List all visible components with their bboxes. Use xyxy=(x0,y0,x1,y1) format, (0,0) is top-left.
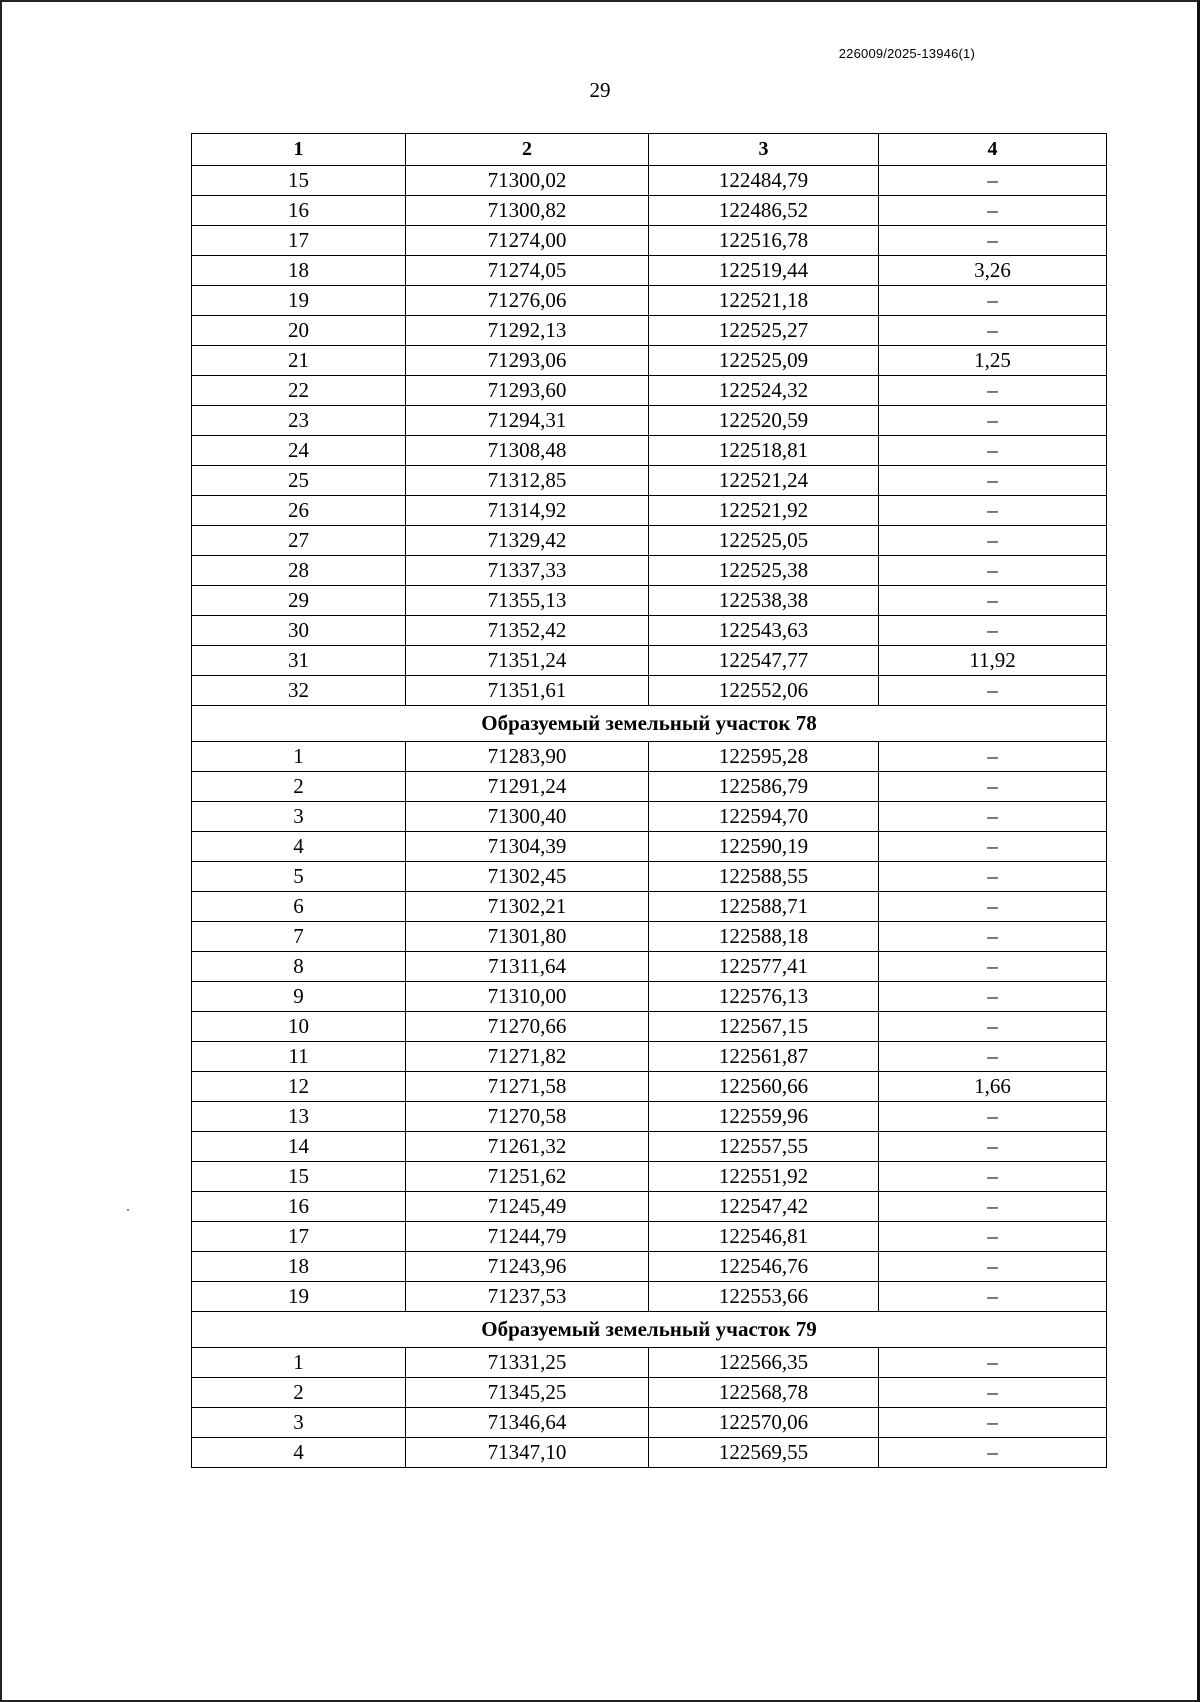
y-coordinate-cell: 122553,66 xyxy=(649,1282,879,1312)
distance-cell: – xyxy=(879,1162,1107,1192)
distance-cell: – xyxy=(879,1378,1107,1408)
table-row xyxy=(192,436,1107,466)
x-coordinate-cell: 71270,58 xyxy=(406,1102,649,1132)
y-coordinate-cell: 122547,77 xyxy=(649,646,879,676)
distance-cell: – xyxy=(879,1282,1107,1312)
point-number-cell: 4 xyxy=(192,1438,406,1468)
y-coordinate-cell: 122521,18 xyxy=(649,286,879,316)
x-coordinate-cell: 71237,53 xyxy=(406,1282,649,1312)
x-coordinate-cell: 71331,25 xyxy=(406,1348,649,1378)
distance-cell: – xyxy=(879,1042,1107,1072)
point-number-cell: 2 xyxy=(192,1378,406,1408)
distance-cell: – xyxy=(879,586,1107,616)
table-row xyxy=(192,166,1107,196)
y-coordinate-cell: 122594,70 xyxy=(649,802,879,832)
table-row xyxy=(192,376,1107,406)
table-row xyxy=(192,676,1107,706)
table-row xyxy=(192,466,1107,496)
x-coordinate-cell: 71308,48 xyxy=(406,436,649,466)
table-row xyxy=(192,982,1107,1012)
y-coordinate-cell: 122561,87 xyxy=(649,1042,879,1072)
point-number-cell: 16 xyxy=(192,196,406,226)
point-number-cell: 9 xyxy=(192,982,406,1012)
y-coordinate-cell: 122588,71 xyxy=(649,892,879,922)
x-coordinate-cell: 71251,62 xyxy=(406,1162,649,1192)
y-coordinate-cell: 122559,96 xyxy=(649,1102,879,1132)
x-coordinate-cell: 71271,58 xyxy=(406,1072,649,1102)
distance-cell: 11,92 xyxy=(879,646,1107,676)
column-header: 2 xyxy=(406,134,649,166)
x-coordinate-cell: 71274,05 xyxy=(406,256,649,286)
point-number-cell: 19 xyxy=(192,1282,406,1312)
x-coordinate-cell: 71245,49 xyxy=(406,1192,649,1222)
point-number-cell: 12 xyxy=(192,1072,406,1102)
distance-cell: 3,26 xyxy=(879,256,1107,286)
distance-cell: – xyxy=(879,496,1107,526)
x-coordinate-cell: 71270,66 xyxy=(406,1012,649,1042)
point-number-cell: 13 xyxy=(192,1102,406,1132)
point-number-cell: 29 xyxy=(192,586,406,616)
x-coordinate-cell: 71291,24 xyxy=(406,772,649,802)
point-number-cell: 32 xyxy=(192,676,406,706)
point-number-cell: 30 xyxy=(192,616,406,646)
distance-cell: – xyxy=(879,862,1107,892)
y-coordinate-cell: 122566,35 xyxy=(649,1348,879,1378)
table-row xyxy=(192,1222,1107,1252)
table-row xyxy=(192,742,1107,772)
point-number-cell: 1 xyxy=(192,742,406,772)
distance-cell: – xyxy=(879,1012,1107,1042)
distance-cell: – xyxy=(879,1102,1107,1132)
x-coordinate-cell: 71244,79 xyxy=(406,1222,649,1252)
distance-cell: – xyxy=(879,772,1107,802)
distance-cell: – xyxy=(879,676,1107,706)
x-coordinate-cell: 71346,64 xyxy=(406,1408,649,1438)
y-coordinate-cell: 122586,79 xyxy=(649,772,879,802)
table-row xyxy=(192,1042,1107,1072)
point-number-cell: 27 xyxy=(192,526,406,556)
x-coordinate-cell: 71243,96 xyxy=(406,1252,649,1282)
y-coordinate-cell: 122538,38 xyxy=(649,586,879,616)
distance-cell: – xyxy=(879,226,1107,256)
distance-cell: – xyxy=(879,196,1107,226)
x-coordinate-cell: 71311,64 xyxy=(406,952,649,982)
x-coordinate-cell: 71271,82 xyxy=(406,1042,649,1072)
y-coordinate-cell: 122516,78 xyxy=(649,226,879,256)
point-number-cell: 16 xyxy=(192,1192,406,1222)
table-row xyxy=(192,286,1107,316)
distance-cell: – xyxy=(879,1132,1107,1162)
distance-cell: – xyxy=(879,616,1107,646)
x-coordinate-cell: 71337,33 xyxy=(406,556,649,586)
scan-speck xyxy=(127,1209,129,1211)
y-coordinate-cell: 122557,55 xyxy=(649,1132,879,1162)
point-number-cell: 26 xyxy=(192,496,406,526)
table-row xyxy=(192,862,1107,892)
distance-cell: 1,25 xyxy=(879,346,1107,376)
point-number-cell: 24 xyxy=(192,436,406,466)
section-row xyxy=(192,706,1107,742)
point-number-cell: 2 xyxy=(192,772,406,802)
distance-cell: – xyxy=(879,1252,1107,1282)
x-coordinate-cell: 71293,60 xyxy=(406,376,649,406)
x-coordinate-cell: 71312,85 xyxy=(406,466,649,496)
distance-cell: – xyxy=(879,1438,1107,1468)
y-coordinate-cell: 122576,13 xyxy=(649,982,879,1012)
point-number-cell: 1 xyxy=(192,1348,406,1378)
point-number-cell: 22 xyxy=(192,376,406,406)
distance-cell: – xyxy=(879,802,1107,832)
point-number-cell: 15 xyxy=(192,166,406,196)
table-row xyxy=(192,922,1107,952)
distance-cell: – xyxy=(879,406,1107,436)
y-coordinate-cell: 122546,76 xyxy=(649,1252,879,1282)
distance-cell: – xyxy=(879,1408,1107,1438)
distance-cell: – xyxy=(879,982,1107,1012)
table-row xyxy=(192,1012,1107,1042)
point-number-cell: 17 xyxy=(192,226,406,256)
y-coordinate-cell: 122486,52 xyxy=(649,196,879,226)
x-coordinate-cell: 71276,06 xyxy=(406,286,649,316)
y-coordinate-cell: 122543,63 xyxy=(649,616,879,646)
table-row xyxy=(192,952,1107,982)
y-coordinate-cell: 122525,38 xyxy=(649,556,879,586)
x-coordinate-cell: 71294,31 xyxy=(406,406,649,436)
x-coordinate-cell: 71347,10 xyxy=(406,1438,649,1468)
distance-cell: – xyxy=(879,526,1107,556)
distance-cell: – xyxy=(879,466,1107,496)
distance-cell: – xyxy=(879,436,1107,466)
point-number-cell: 28 xyxy=(192,556,406,586)
y-coordinate-cell: 122590,19 xyxy=(649,832,879,862)
y-coordinate-cell: 122588,55 xyxy=(649,862,879,892)
table-row xyxy=(192,1072,1107,1102)
table-row xyxy=(192,802,1107,832)
distance-cell: – xyxy=(879,832,1107,862)
column-header: 4 xyxy=(879,134,1107,166)
table-row xyxy=(192,526,1107,556)
point-number-cell: 8 xyxy=(192,952,406,982)
page-number: 29 xyxy=(589,78,611,102)
point-number-cell: 25 xyxy=(192,466,406,496)
distance-cell: – xyxy=(879,1222,1107,1252)
y-coordinate-cell: 122524,32 xyxy=(649,376,879,406)
distance-cell: – xyxy=(879,1192,1107,1222)
point-number-cell: 18 xyxy=(192,1252,406,1282)
table-row xyxy=(192,1252,1107,1282)
point-number-cell: 5 xyxy=(192,862,406,892)
y-coordinate-cell: 122588,18 xyxy=(649,922,879,952)
x-coordinate-cell: 71274,00 xyxy=(406,226,649,256)
point-number-cell: 19 xyxy=(192,286,406,316)
y-coordinate-cell: 122570,06 xyxy=(649,1408,879,1438)
y-coordinate-cell: 122525,05 xyxy=(649,526,879,556)
x-coordinate-cell: 71304,39 xyxy=(406,832,649,862)
coordinates-table xyxy=(191,133,1107,1468)
point-number-cell: 23 xyxy=(192,406,406,436)
x-coordinate-cell: 71300,40 xyxy=(406,802,649,832)
table-row xyxy=(192,316,1107,346)
point-number-cell: 18 xyxy=(192,256,406,286)
table-row xyxy=(192,1282,1107,1312)
x-coordinate-cell: 71302,45 xyxy=(406,862,649,892)
distance-cell: – xyxy=(879,952,1107,982)
table-body xyxy=(192,166,1107,1468)
y-coordinate-cell: 122560,66 xyxy=(649,1072,879,1102)
point-number-cell: 31 xyxy=(192,646,406,676)
x-coordinate-cell: 71345,25 xyxy=(406,1378,649,1408)
x-coordinate-cell: 71352,42 xyxy=(406,616,649,646)
y-coordinate-cell: 122577,41 xyxy=(649,952,879,982)
y-coordinate-cell: 122567,15 xyxy=(649,1012,879,1042)
table-row xyxy=(192,1348,1107,1378)
x-coordinate-cell: 71310,00 xyxy=(406,982,649,1012)
point-number-cell: 21 xyxy=(192,346,406,376)
point-number-cell: 3 xyxy=(192,802,406,832)
y-coordinate-cell: 122552,06 xyxy=(649,676,879,706)
section-title: Образуемый земельный участок 78 xyxy=(192,706,1107,742)
section-title: Образуемый земельный участок 79 xyxy=(192,1312,1107,1348)
table-header-row xyxy=(192,134,1107,166)
y-coordinate-cell: 122518,81 xyxy=(649,436,879,466)
y-coordinate-cell: 122519,44 xyxy=(649,256,879,286)
point-number-cell: 10 xyxy=(192,1012,406,1042)
table-row xyxy=(192,616,1107,646)
table-row xyxy=(192,1102,1107,1132)
table-row xyxy=(192,1162,1107,1192)
point-number-cell: 3 xyxy=(192,1408,406,1438)
point-number-cell: 4 xyxy=(192,832,406,862)
point-number-cell: 14 xyxy=(192,1132,406,1162)
table-row xyxy=(192,1438,1107,1468)
x-coordinate-cell: 71351,24 xyxy=(406,646,649,676)
y-coordinate-cell: 122525,09 xyxy=(649,346,879,376)
distance-cell: – xyxy=(879,1348,1107,1378)
table-row xyxy=(192,556,1107,586)
y-coordinate-cell: 122525,27 xyxy=(649,316,879,346)
distance-cell: – xyxy=(879,376,1107,406)
table-row xyxy=(192,1192,1107,1222)
table-row xyxy=(192,496,1107,526)
x-coordinate-cell: 71351,61 xyxy=(406,676,649,706)
point-number-cell: 17 xyxy=(192,1222,406,1252)
x-coordinate-cell: 71355,13 xyxy=(406,586,649,616)
distance-cell: – xyxy=(879,922,1107,952)
y-coordinate-cell: 122521,92 xyxy=(649,496,879,526)
distance-cell: – xyxy=(879,286,1107,316)
y-coordinate-cell: 122521,24 xyxy=(649,466,879,496)
point-number-cell: 15 xyxy=(192,1162,406,1192)
distance-cell: – xyxy=(879,556,1107,586)
table-row xyxy=(192,196,1107,226)
distance-cell: – xyxy=(879,742,1107,772)
table-row xyxy=(192,832,1107,862)
point-number-cell: 11 xyxy=(192,1042,406,1072)
y-coordinate-cell: 122568,78 xyxy=(649,1378,879,1408)
table-row xyxy=(192,1408,1107,1438)
y-coordinate-cell: 122547,42 xyxy=(649,1192,879,1222)
table-row xyxy=(192,892,1107,922)
point-number-cell: 20 xyxy=(192,316,406,346)
y-coordinate-cell: 122569,55 xyxy=(649,1438,879,1468)
x-coordinate-cell: 71314,92 xyxy=(406,496,649,526)
table-row xyxy=(192,1132,1107,1162)
distance-cell: 1,66 xyxy=(879,1072,1107,1102)
y-coordinate-cell: 122484,79 xyxy=(649,166,879,196)
y-coordinate-cell: 122551,92 xyxy=(649,1162,879,1192)
table-row xyxy=(192,346,1107,376)
document-number: 226009/2025-13946(1) xyxy=(838,46,975,61)
table-row xyxy=(192,406,1107,436)
distance-cell: – xyxy=(879,892,1107,922)
x-coordinate-cell: 71283,90 xyxy=(406,742,649,772)
table-row xyxy=(192,772,1107,802)
x-coordinate-cell: 71293,06 xyxy=(406,346,649,376)
y-coordinate-cell: 122595,28 xyxy=(649,742,879,772)
point-number-cell: 6 xyxy=(192,892,406,922)
x-coordinate-cell: 71300,82 xyxy=(406,196,649,226)
x-coordinate-cell: 71301,80 xyxy=(406,922,649,952)
x-coordinate-cell: 71329,42 xyxy=(406,526,649,556)
table-row xyxy=(192,226,1107,256)
distance-cell: – xyxy=(879,166,1107,196)
x-coordinate-cell: 71302,21 xyxy=(406,892,649,922)
x-coordinate-cell: 71292,13 xyxy=(406,316,649,346)
section-row xyxy=(192,1312,1107,1348)
table-row xyxy=(192,1378,1107,1408)
x-coordinate-cell: 71261,32 xyxy=(406,1132,649,1162)
distance-cell: – xyxy=(879,316,1107,346)
point-number-cell: 7 xyxy=(192,922,406,952)
table-row xyxy=(192,646,1107,676)
column-header: 3 xyxy=(649,134,879,166)
table-row xyxy=(192,586,1107,616)
column-header: 1 xyxy=(192,134,406,166)
y-coordinate-cell: 122546,81 xyxy=(649,1222,879,1252)
y-coordinate-cell: 122520,59 xyxy=(649,406,879,436)
table-row xyxy=(192,256,1107,286)
x-coordinate-cell: 71300,02 xyxy=(406,166,649,196)
